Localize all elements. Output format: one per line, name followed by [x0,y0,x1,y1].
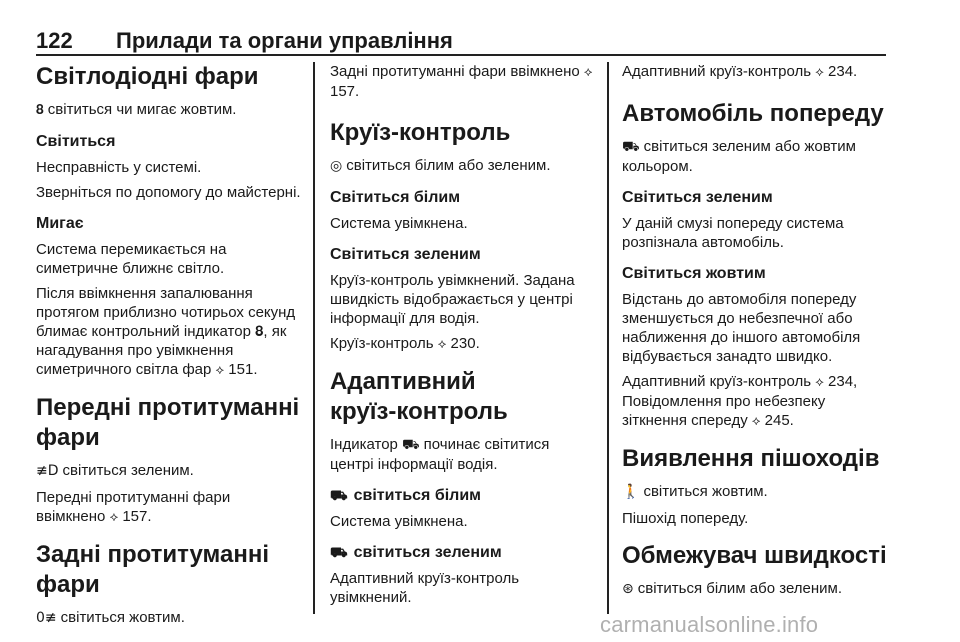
page-ref-link[interactable]: 157. [330,83,360,100]
paragraph-text: Повідомлення про небезпеку зіткнення спереду [622,393,826,429]
paragraph: Система увімкнена. [330,215,468,232]
led-headlight-icon: 𝟖 [36,102,44,118]
column-divider-1 [313,62,315,614]
adaptive-cruise-icon: ⛟ [402,437,420,453]
speed-limiter-intro [622,579,892,599]
front-fog-intro-text: світиться зеленим. [62,462,194,479]
speed-limiter-intro-text: світиться білим або зеленим. [637,580,843,597]
watermark: carmanualsonline.info [600,612,819,637]
title-line-1: Адаптивний [330,368,476,395]
page-ref-icon: ⟡ [583,65,593,80]
paragraph: Несправність у системі. [36,159,202,176]
column-divider-2 [607,62,609,614]
paragraph-with-ref [622,62,892,82]
subheading-lit-green: Світиться зеленим [330,246,481,263]
paragraph-text: Індикатор [330,436,398,453]
paragraph-with-ref [36,284,302,380]
adaptive-cruise-icon: ⛟ [330,545,348,561]
adaptive-cruise-icon: ⛟ [330,488,348,504]
page-ref-link[interactable]: 245. [764,412,794,429]
rear-fog-lamp-icon: 0≢ [36,610,57,626]
section-title-vehicle-ahead: Автомобіль попереду [622,100,884,127]
paragraph: Адаптивний круїз-контроль увімкнений. [330,570,520,606]
subheading-blinks: Мигає [36,215,84,232]
paragraph-text: Адаптивний круїз-контроль [622,63,812,80]
paragraph: Пішохід попереду. [622,510,749,527]
column-3 [622,62,892,606]
paragraph-with-refs [622,372,892,431]
cruise-control-icon: ◎ [330,158,343,174]
pedestrian-intro [622,482,892,502]
paragraph: Система увімкнена. [330,513,468,530]
paragraph: Круїз-контроль увімкнений. Задана швидкість відображається у центрі інформації для водія. [330,272,575,327]
page-ref-icon: ⟡ [215,363,225,378]
page-ref-icon: ⟡ [751,414,761,429]
page-ref-icon: ⟡ [109,510,119,525]
pedestrian-icon: 🚶 [622,484,640,500]
subheading-lit: Світиться [36,133,116,150]
subheading-lit-white [330,486,596,506]
paragraph: Система перемикається на симетричне ближнє світло. [36,241,227,277]
section-title-speed-limiter: Обмежувач швидкості [622,542,887,569]
page-ref-link[interactable]: 157. [122,508,152,525]
title-line-2: круїз-контроль [330,398,508,425]
cruise-control-intro [330,156,596,176]
column-1 [36,62,302,635]
paragraph-text: Після ввімкнення запалювання протягом приблизно чотирьох секунд блимає контрольний індикатор 𝟖, як нагадування про увімкнення симетричного світла фар [36,285,296,378]
page-number: 122 [36,28,73,53]
paragraph-text: Круїз-контроль [330,335,434,352]
page-ref-link[interactable]: 234, [828,373,858,390]
subheading-lit-yellow: Світиться жовтим [622,265,766,282]
column-2 [330,62,596,613]
page-ref-link[interactable]: 230. [450,335,480,352]
vehicle-ahead-intro [622,137,892,176]
paragraph-with-ref [330,334,596,354]
paragraph-with-ref [330,62,596,101]
subheading-lit-green [330,543,596,563]
rear-fog-intro [36,608,302,628]
paragraph-with-ref [36,488,302,527]
paragraph: Зверніться по допомогу до майстерні. [36,184,301,201]
section-title-adaptive-cruise [330,367,596,427]
page-ref-link[interactable]: 151. [228,361,258,378]
led-headlights-intro [36,100,302,120]
section-title-cruise-control: Круїз-контроль [330,119,511,146]
cruise-intro-text: світиться білим або зеленим. [346,157,551,174]
subheading-lit-white: Світиться білим [330,189,461,206]
paragraph-text: починає світитися центрі інформації водія. [330,436,550,473]
rear-fog-intro-text: світиться жовтим. [60,609,185,626]
page-ref-link[interactable]: 234. [828,63,858,80]
page-ref-icon: ⟡ [815,65,824,80]
vehicle-intro-text: світиться зеленим або жовтим кольором. [622,138,856,175]
section-title-led-headlights: Світлодіодні фари [36,63,259,90]
paragraph: Відстань до автомобіля попереду зменшується до небезпечної або наближення до іншого автомобіля відбувається занадто швидко. [622,291,861,365]
led-intro-text: світиться чи мигає жовтим. [47,101,237,118]
section-title-pedestrian: Виявлення пішоходів [622,445,880,472]
pedestrian-intro-text: світиться жовтим. [643,483,768,500]
paragraph-text: Передні протитуманні фари ввімкнено [36,489,231,525]
section-title-front-fog: Передні протитуманні фари [36,394,300,451]
subheading-text: світиться білим [353,487,481,504]
subheading-lit-green: Світиться зеленим [622,189,773,206]
front-fog-lamp-icon: ≢D [36,463,59,479]
front-fog-intro [36,461,302,481]
adaptive-cruise-intro [330,435,596,474]
vehicle-ahead-icon: ⛟ [622,139,640,155]
page-ref-icon: ⟡ [815,375,824,390]
paragraph-text: Задні протитуманні фари ввімкнено [330,63,580,80]
speed-limiter-icon: ⊛ [622,581,634,597]
section-title-rear-fog: Задні протитуманні фари [36,541,270,598]
running-title: Прилади та органи управління [116,28,453,53]
header-rule [36,54,886,56]
page-ref-icon: ⟡ [437,337,447,352]
subheading-text: світиться зеленим [353,544,502,561]
paragraph: У даній смузі попереду система розпізнала автомобіль. [622,215,844,251]
paragraph-text: Адаптивний круїз-контроль [622,373,812,390]
